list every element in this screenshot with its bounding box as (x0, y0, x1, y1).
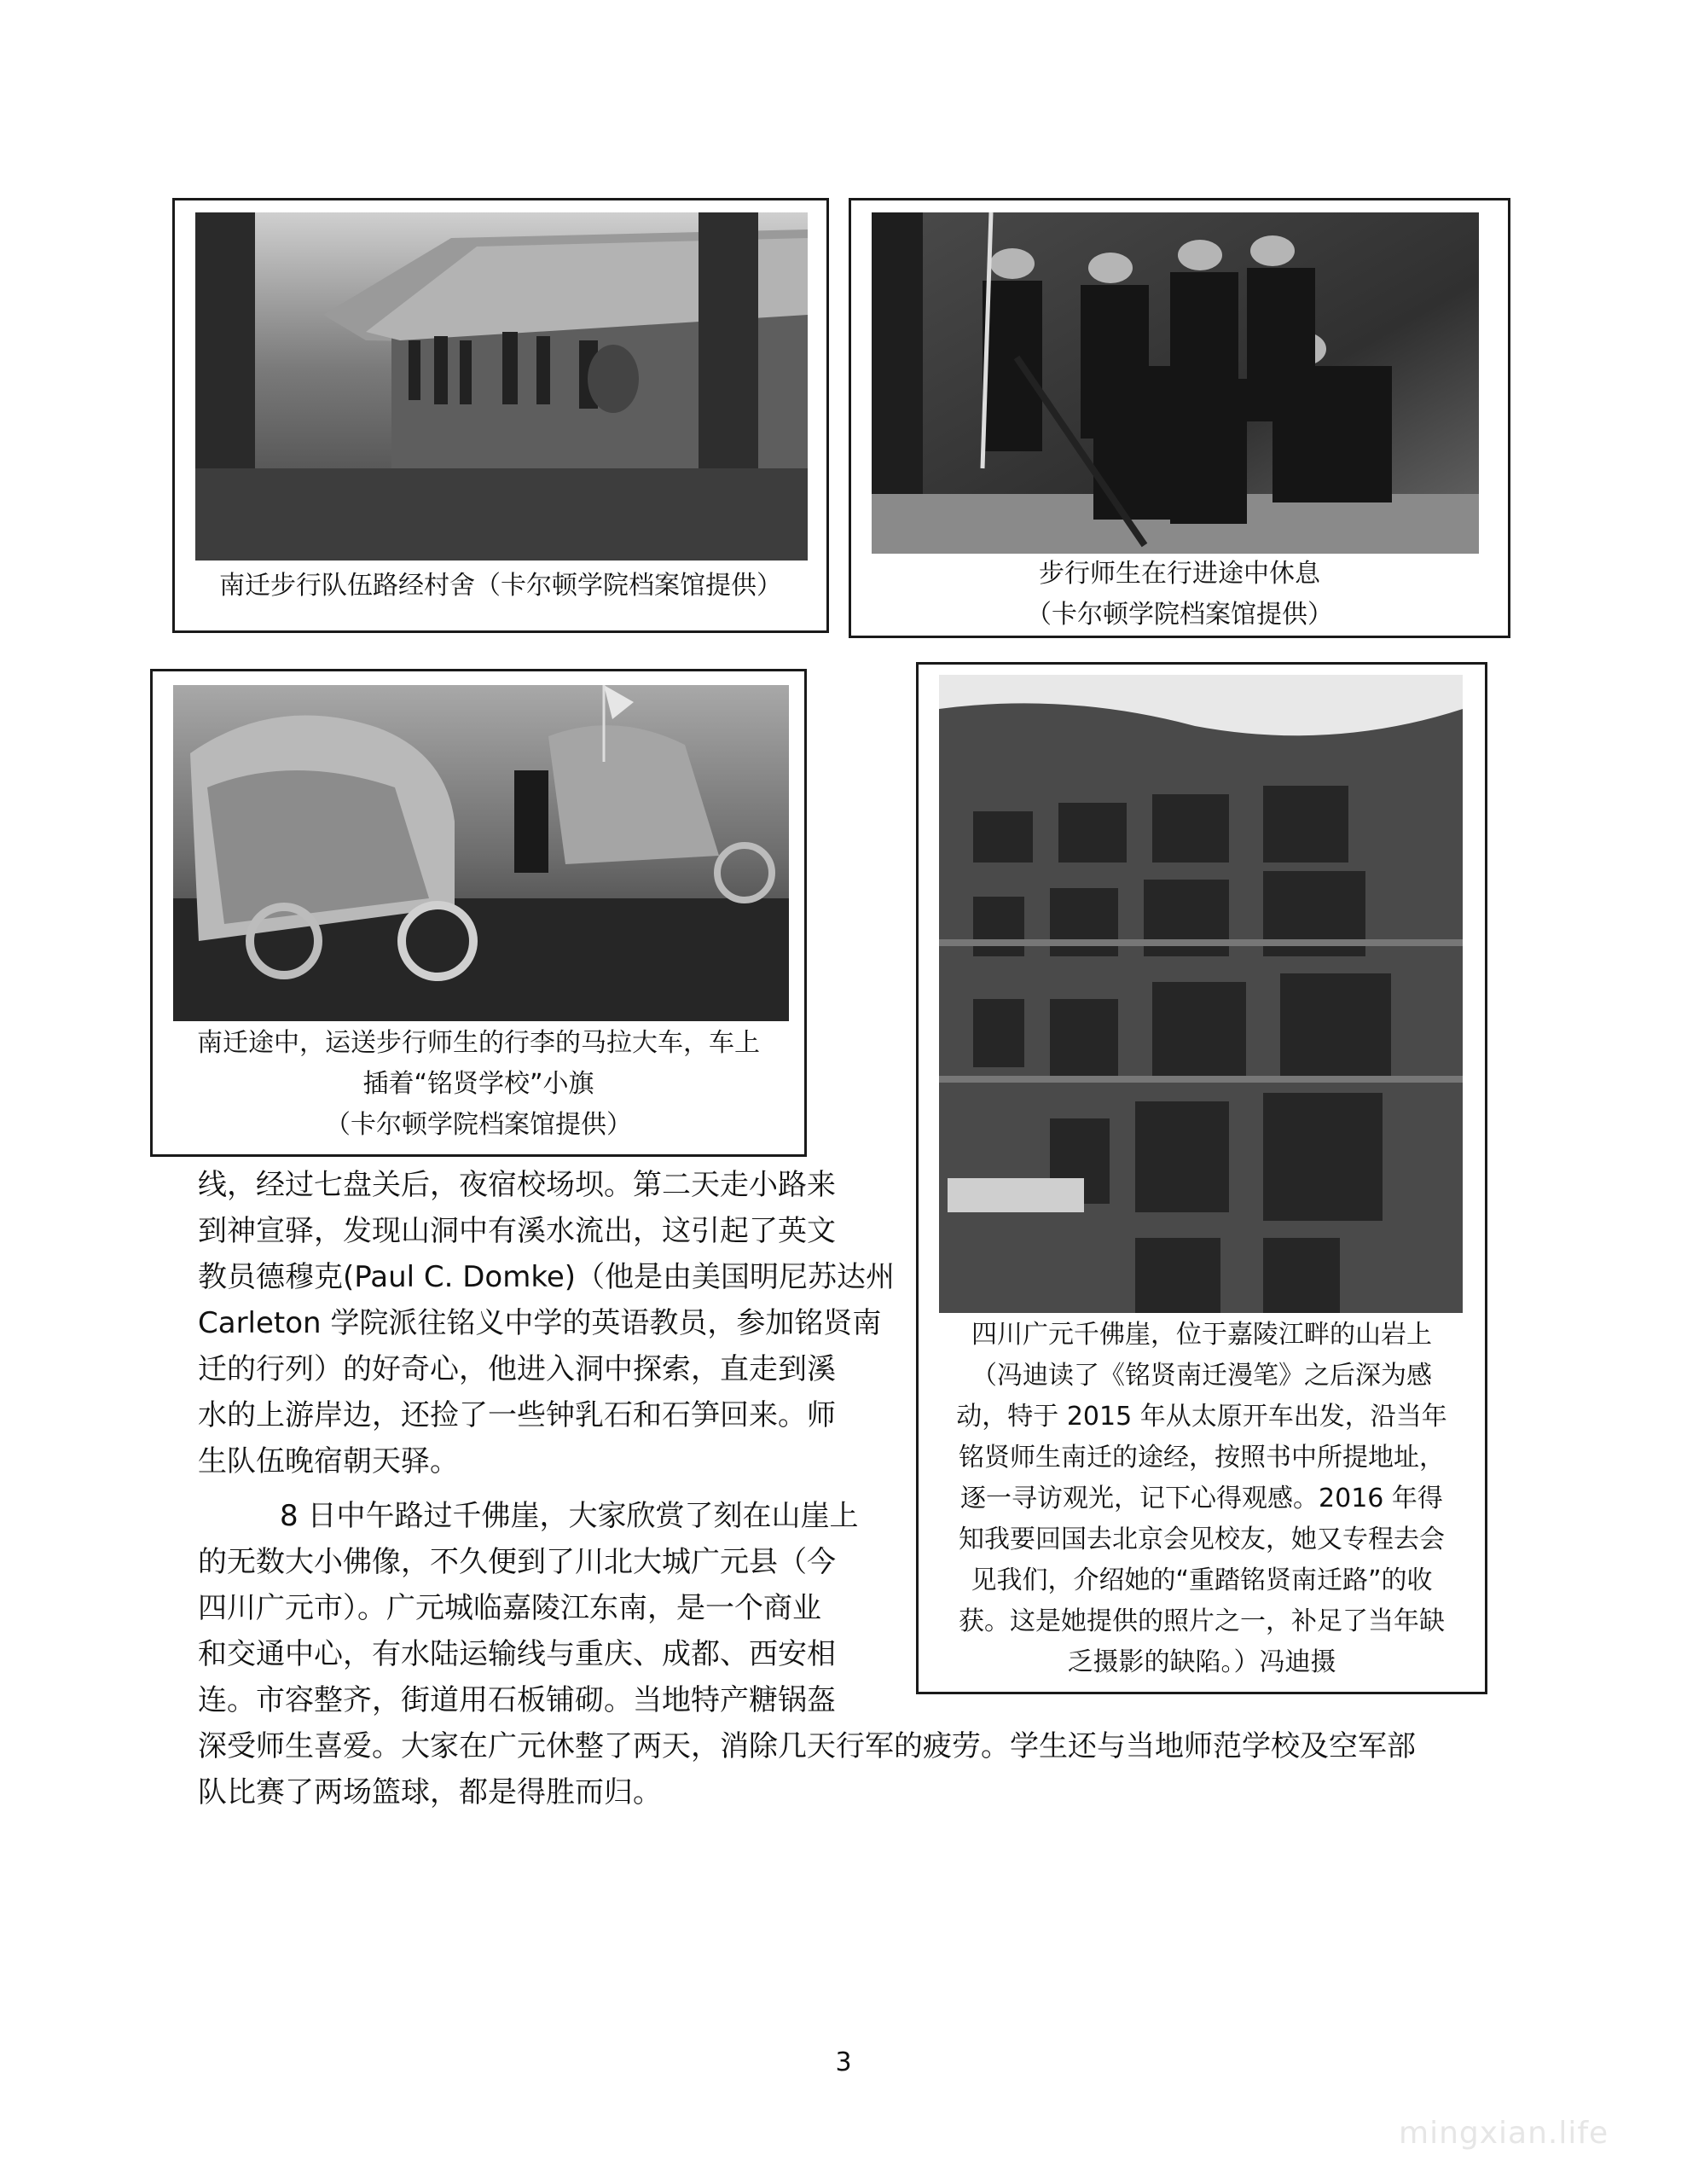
cliff-photo (939, 675, 1463, 1313)
caption-line: 逐一寻访观光，记下心得观感。2016 年得 (960, 1484, 1443, 1513)
text-line: 教员德穆克(Paul C. Domke)（他是由美国明尼苏达州 (198, 1260, 895, 1294)
rest-photo (872, 212, 1479, 554)
text-line: 生队伍晚宿朝天驿。 (198, 1444, 459, 1478)
text-line: 队比赛了两场篮球，都是得胜而归。 (198, 1775, 662, 1809)
watermark: mingxian.life (1399, 2116, 1609, 2151)
text-line: 和交通中心，有水陆运输线与重庆、成都、西安相 (198, 1637, 836, 1671)
text-line: Carleton 学院派往铭义中学的英语教员，参加铭贤南 (198, 1306, 882, 1340)
text-line: 到神宣驿，发现山洞中有溪水流出，这引起了英文 (198, 1214, 836, 1248)
figure-cliff-caption (925, 1315, 1478, 1683)
text-line: 线，经过七盘关后，夜宿校场坝。第二天走小路来 (198, 1168, 836, 1202)
text-line: 四川广元市）。广元城临嘉陵江东南，是一个商业 (198, 1591, 821, 1625)
caption-line: 南迁途中，运送步行师生的行李的马拉大车，车上 (197, 1028, 760, 1058)
text-line: 的无数大小佛像，不久便到了川北大城广元县（今 (198, 1545, 836, 1579)
caption-line: 乏摄影的缺陷。）冯迪摄 (1067, 1647, 1336, 1677)
text-line: 迁的行列）的好奇心，他进入洞中探索，直走到溪 (198, 1352, 836, 1386)
caption-line: （卡尔顿学院档案馆提供） (1026, 600, 1333, 630)
figure-cart-caption (161, 1023, 796, 1146)
figure-rest-caption (860, 554, 1499, 636)
caption-line: 铭贤师生南迁的途经，按照书中所提地址， (959, 1443, 1445, 1472)
text-line: 深受师生喜爱。大家在广元休整了两天，消除几天行军的疲劳。学生还与当地师范学校及空军部 (198, 1729, 1416, 1763)
text-line: 连。市容整齐，街道用石板铺砌。当地特产糖锅盔 (198, 1683, 836, 1717)
caption-line: 步行师生在行进途中休息 (1039, 559, 1320, 589)
caption-line: 动，特于 2015 年从太原开车出发，沿当年 (956, 1402, 1447, 1432)
caption-line: 获。这是她提供的照片之一，补足了当年缺 (959, 1606, 1445, 1636)
caption-line: 四川广元千佛崖，位于嘉陵江畔的山岩上 (971, 1320, 1432, 1350)
cart-photo (173, 685, 789, 1021)
figure-cart-frame (150, 669, 807, 1157)
caption-line: 插着“铭贤学校”小旗 (362, 1069, 594, 1099)
caption-line: （卡尔顿学院档案馆提供） (325, 1110, 632, 1140)
text-line: 8 日中午路过千佛崖，大家欣赏了刻在山崖上 (280, 1499, 859, 1533)
figure-cliff-frame (916, 662, 1487, 1694)
page-number: 3 (835, 2048, 852, 2077)
text-line: 水的上游岸边，还捡了一些钟乳石和石笋回来。师 (198, 1398, 836, 1432)
figure-rest-frame (849, 198, 1510, 638)
caption-line: 见我们，介绍她的“重踏铭贤南迁路”的收 (971, 1565, 1433, 1595)
caption-line: （冯迪读了《铭贤南迁漫笔》之后深为感 (971, 1361, 1432, 1391)
caption-line: 南迁步行队伍路经村舍（卡尔顿学院档案馆提供） (219, 571, 782, 601)
caption-line: 知我要回国去北京会见校友，她又专程去会 (959, 1525, 1445, 1554)
village-photo (195, 212, 808, 561)
body-paragraph-2 (198, 1493, 897, 1723)
body-paragraph-1 (198, 1162, 897, 1484)
body-paragraph-2-continued (198, 1723, 1511, 1815)
figure-village-frame (172, 198, 829, 633)
figure-village-caption (183, 566, 818, 607)
